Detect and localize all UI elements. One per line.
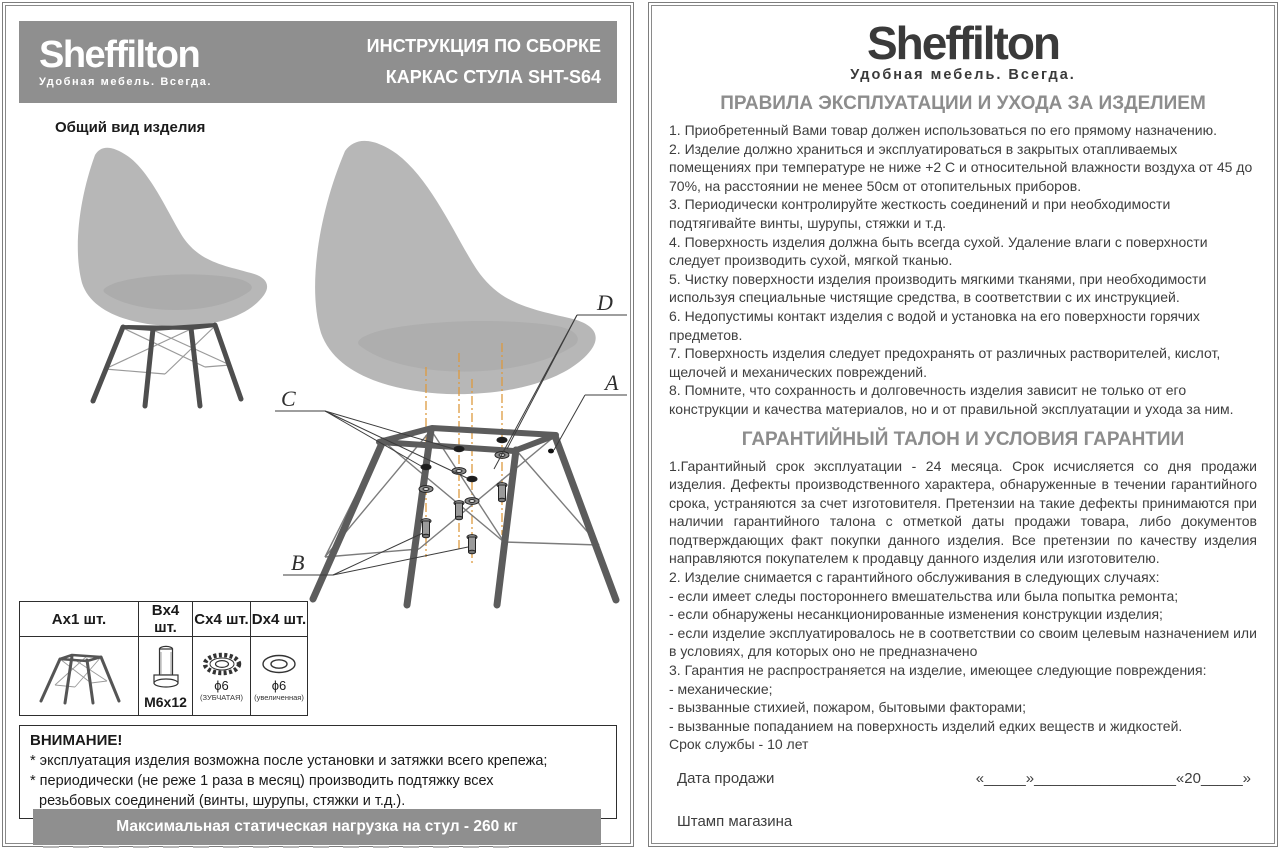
part-c-cell bbox=[193, 637, 251, 716]
warranty-item: - если имеет следы постороннего вмешательства или была попытка ремонта; bbox=[669, 587, 1179, 604]
document-title-line1: ИНСТРУКЦИЯ ПО СБОРКЕ bbox=[366, 36, 601, 56]
rule-item: 6. Недопустимы контакт изделия с водой и установка на его поверхности горячих предметов. bbox=[669, 307, 1200, 343]
washer-note: (увеличенная) bbox=[254, 692, 304, 702]
callout-label-c: C bbox=[281, 386, 296, 411]
part-c-header: Cx4 шт. bbox=[193, 602, 251, 637]
rules-list bbox=[669, 121, 1257, 419]
part-b-cell bbox=[139, 637, 193, 716]
toothed-washer-icon bbox=[200, 651, 244, 677]
sale-date-blank: «_____»_________________«20_____» bbox=[975, 770, 1251, 787]
warranty-item: 3. Гарантия не распространяется на изделие, имеющее следующие повреждения: bbox=[669, 662, 1207, 679]
rule-item: 2. Изделие должно храниться и эксплуатироваться в закрытых отапливаемых помещениях при температуре не ниже +2 С и относительной влажности воздуха от 45 до 70%, на расстоянии не менее 50см от отопительных приборов. bbox=[669, 140, 1253, 194]
bolt-icon bbox=[148, 642, 184, 692]
brand-logo: Sheffilton bbox=[39, 34, 200, 76]
frame-icon bbox=[27, 639, 131, 709]
rule-item: 5. Чистку поверхности изделия производить мягкими тканями, при необходимости используя специальные чистящие средства, в соответствии с их инструкцией. bbox=[669, 270, 1207, 306]
sale-date-row bbox=[669, 770, 1257, 787]
callout-label-a: A bbox=[605, 370, 619, 395]
rule-item: 4. Поверхность изделия должна быть всегда сухой. Удаление влаги с поверхности следует производить сухой, мягкой тканью. bbox=[669, 233, 1208, 269]
service-life: Срок службы - 10 лет bbox=[669, 736, 809, 753]
parts-table bbox=[19, 601, 308, 716]
left-header-banner bbox=[19, 21, 617, 103]
warranty-item: - вызванные попаданием на поверхность изделий едких веществ и жидкостей. bbox=[669, 717, 1183, 734]
assembly-instruction-page bbox=[2, 2, 634, 847]
part-d-cell bbox=[251, 637, 308, 716]
brand-logo: Sheffilton bbox=[866, 17, 1060, 69]
store-stamp-label: Штамп магазина bbox=[677, 813, 793, 830]
warranty-list bbox=[669, 457, 1257, 755]
warning-line-1: * эксплуатация изделия возможна после установки и затяжки всего крепежа; bbox=[30, 753, 548, 769]
rule-item: 3. Периодически контролируйте жесткость соединений и при необходимости подтягивайте винты, шурупы, стяжки и т.д. bbox=[669, 196, 1171, 231]
part-a-header: Ax1 шт. bbox=[20, 602, 139, 637]
warranty-item: - механические; bbox=[669, 680, 773, 697]
brand-logo-block bbox=[39, 36, 212, 88]
warning-title: ВНИМАНИЕ! bbox=[30, 732, 123, 749]
warranty-item: - если обнаружены несанкционированные изменения конструкции изделия; bbox=[669, 606, 1163, 623]
chair-photo bbox=[45, 143, 280, 415]
callout-label-b: B bbox=[291, 550, 305, 575]
page-bottom-cutoff bbox=[43, 846, 513, 848]
rule-item: 7. Поверхность изделия следует предохранять от различных растворителей, кислот, щелочей и механических повреждений. bbox=[669, 345, 1221, 380]
document-title-line2: КАРКАС СТУЛА SHT-S64 bbox=[385, 67, 601, 87]
brand-tagline: Удобная мебель. Всегда. bbox=[39, 76, 213, 88]
part-a-cell bbox=[20, 637, 139, 716]
warranty-item: - вызванные стихией, пожаром, бытовыми факторами; bbox=[669, 699, 1027, 716]
sale-date-label: Дата продажи bbox=[677, 770, 775, 787]
warranty-item: - если изделие эксплуатировалось не в соответствии со своим целевым назначением или в условиях, для которых оно не предназначено bbox=[669, 624, 1257, 660]
fastener-stack-group bbox=[419, 437, 509, 554]
warranty-page bbox=[648, 2, 1278, 847]
washer-icon bbox=[257, 651, 301, 677]
washer-size: ϕ6 bbox=[271, 677, 287, 693]
overview-label: Общий вид изделия bbox=[55, 119, 206, 136]
warning-line-3: резьбовых соединений (винты, шурупы, стяжки и т.д.). bbox=[39, 793, 406, 809]
warning-box bbox=[19, 725, 617, 819]
toothed-washer-size: ϕ6 bbox=[214, 677, 229, 693]
exploded-diagram bbox=[267, 137, 629, 609]
callout-label-d: D bbox=[597, 290, 613, 315]
part-d-header: Dx4 шт. bbox=[251, 602, 308, 637]
document-title bbox=[367, 31, 601, 93]
rule-item: 8. Помните, что сохранность и долговечность изделия зависит не только от его конструкции и качества материалов, но и от правильной эксплуатации и ухода за ним. bbox=[669, 382, 1234, 417]
warning-line-2: * периодически (не реже 1 раза в месяц) производить подтяжку всех bbox=[30, 773, 494, 789]
rule-item: 1. Приобретенный Вами товар должен использоваться по его прямому назначению. bbox=[669, 122, 1217, 138]
warranty-section-title: ГАРАНТИЙНЫЙ ТАЛОН И УСЛОВИЯ ГАРАНТИИ bbox=[741, 428, 1185, 450]
warranty-item: 1.Гарантийный срок эксплуатации - 24 месяца. Срок исчисляется со дня продажи изделия. Дефекты производственного характера, обнаруженные в течении гарантийного срока, устраняются за счет изготовителя. Претензии на такие дефекты принимаются при наличии гарантийного талона с отметкой даты продажи товара, либо документов подтверждающих факт покупки данного изделия. Все претензии по качеству изделия направляются покупателем к продавцу данного изделия или изготовителю. bbox=[669, 457, 1257, 567]
rules-section-title: ПРАВИЛА ЭКСПЛУАТАЦИИ И УХОДА ЗА ИЗДЕЛИЕМ bbox=[720, 93, 1206, 114]
part-b-header: Bx4 шт. bbox=[139, 602, 193, 637]
warranty-item: 2. Изделие снимается с гарантийного обслуживания в следующих случаях: bbox=[669, 569, 1160, 586]
brand-tagline: Удобная мебель. Всегда. bbox=[850, 67, 1076, 83]
bolt-size-label: M6x12 bbox=[144, 694, 187, 710]
toothed-washer-note: (ЗУБЧАТАЯ) bbox=[200, 692, 243, 702]
max-load-banner: Максимальная статическая нагрузка на стул - 260 кг bbox=[33, 809, 601, 845]
